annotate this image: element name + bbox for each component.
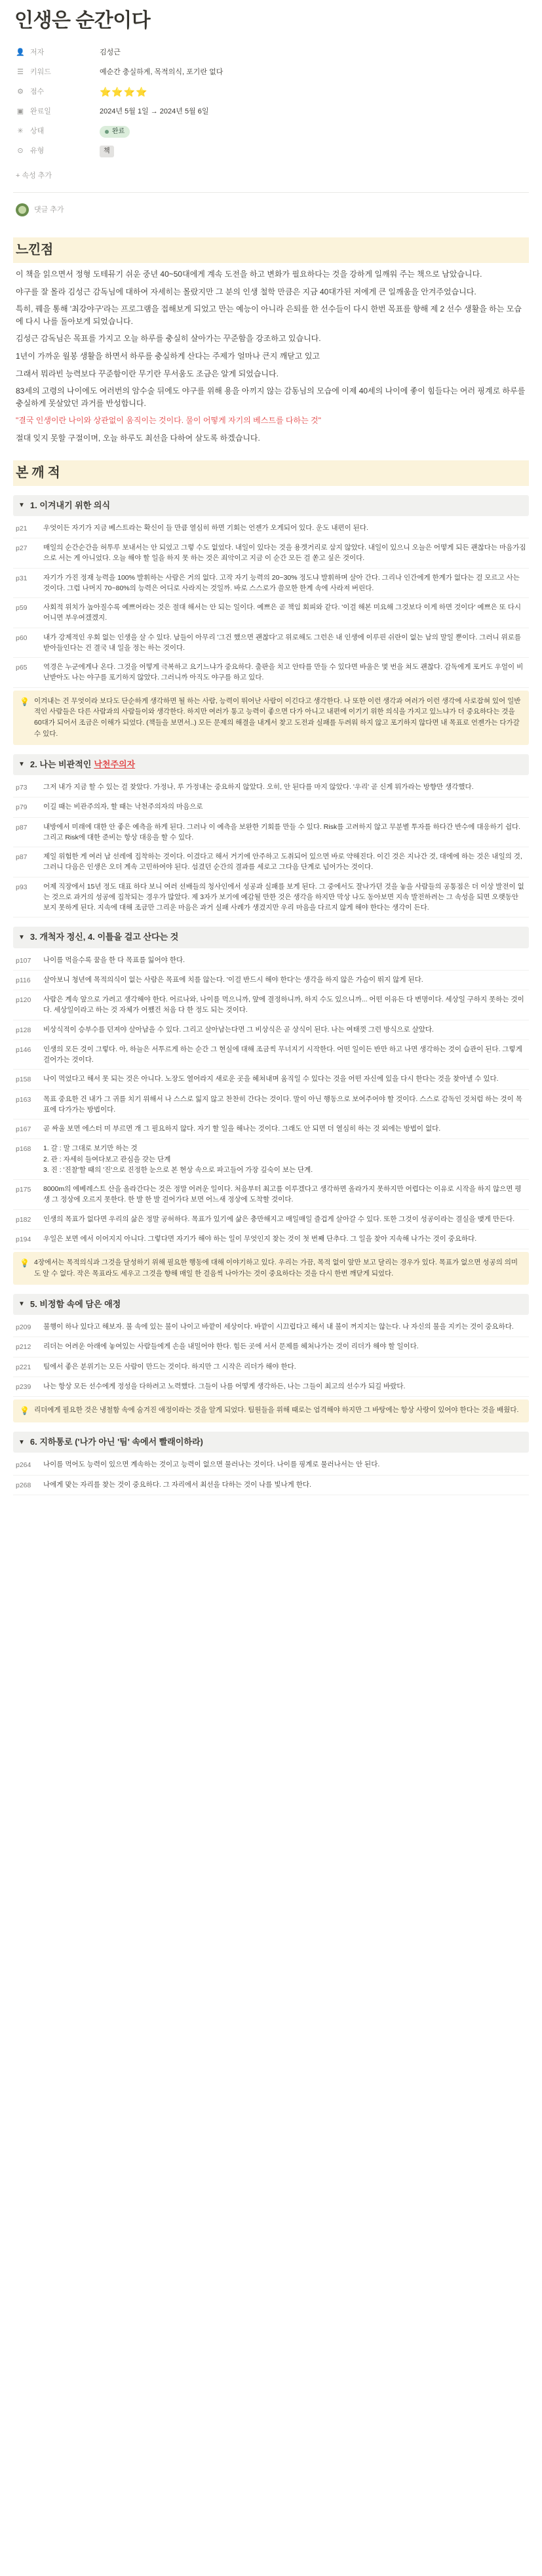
reflection-callout <box>13 1399 529 1422</box>
page-number: p209 <box>16 1323 31 1332</box>
quote-text: 내방에서 미래에 대한 안 좋은 예측을 하게 된다. 그러나 이 예측을 보완한 기회를 만들 수 있다. Risk를 고려하지 않고 무분별 투자를 하다간 반수에 대응하기 쉽다. 그리고 Risk에 대한 준비는 항상 대응을 할 수 있다. <box>43 822 521 841</box>
impressions-body <box>13 267 529 446</box>
status-badge: 완료 <box>100 126 130 138</box>
impression-paragraph: 1년이 가까운 월봉 생활을 하면서 하루를 충실하게 산다는 주제가 얼마나 큰지 깨닫고 있고 <box>16 352 320 361</box>
quote-text: 사람은 계속 앞으로 가려고 생각해야 한다. 어르나와, 나이를 먹으니까, 앞에 결정하니까, 하지 수도 있으니까... 어떤 이유든 다 변명이다. 세상일 구하지 못하는 것이다. 세상일이라고 하는 것 자체가 어쨌건 처음 다 한 정도 되는 것이다. <box>43 996 524 1015</box>
quote-row <box>13 847 529 877</box>
quote-text: 나이 먹었다고 해서 못 되는 것은 아니다. 노장도 열어라지 새로운 곳을 헤쳐내며 움직일 수 있다는 것을 어떤 자신에 있을 다시 한다는 것을 찾아낼 수 있다. <box>43 1075 499 1083</box>
property-value[interactable] <box>100 126 130 138</box>
property-value[interactable] <box>100 85 148 100</box>
impression-paragraph: 83세의 고령의 나이에도 여러번의 암수술 뒤에도 야구를 위해 용을 아끼지 않는 감동님의 모습에 이제 40세의 나이에 좋이 힘들다는 여러 핑계로 하루를 충실하게 못살았던 과거를 반성합니다. <box>16 386 526 408</box>
lightbulb-icon: 💡 <box>20 1406 29 1416</box>
quote-text: 역경은 누군에게나 온다. 그것을 어떻게 극복하고 요기느냐가 중요하다. 출판을 치고 안타를 만들 수 있다면 바울은 몇 번을 쳐도 괜찮다. 감독에게 포커도 우얼이 비난받아도 나는 야구를 포기하지 않았다. 그러니까 아직도 야구를 하고 있다. <box>43 663 524 682</box>
callout-text: 4장에서는 목적의식과 그것을 달성하기 위해 필요한 행동에 대해 이야기하고 있다. 우리는 가끔, 목적 없이 앞만 보고 달리는 경우가 있다. 목표가 없으면 성공의 의미도 알 수 없다. 작은 목표라도 세우고 그것을 향해 매일 한 걸음씩 나아가는 것이 중요하다는 것을 다시 한번 깨닫게 되었다. <box>34 1258 518 1278</box>
quote-text: 나이를 먹을수록 꿈을 한 다 목표를 잃어야 한다. <box>43 956 185 964</box>
property-row[interactable] <box>13 102 529 122</box>
quote-row <box>13 971 529 990</box>
quote-row <box>13 569 529 599</box>
quote-row <box>13 598 529 628</box>
quote-row <box>13 1040 529 1070</box>
quote-row <box>13 1318 529 1337</box>
property-row[interactable] <box>13 142 529 161</box>
chapter-toggle[interactable] <box>13 1294 529 1315</box>
quote-text: 목표 중요한 건 내가 그 귀를 치기 위해서 나 스스로 잃지 않고 찬찬히 간다는 것이다. 말이 아닌 행동으로 보여주어야 할 것이다. 스스로 감독인 것처럼 하는 것이 목표에 다가가는 방법이다. <box>43 1095 522 1114</box>
quote-row <box>13 1070 529 1089</box>
quote-row <box>13 818 529 848</box>
quote-row <box>13 1180 529 1210</box>
callout-text: 이겨내는 건 무엇이라 보다도 단순하게 생각하면 될 하는 사람, 능력이 뛰어난 사람이 이긴다고 생각한다. 나 또한 이런 생각과 여러가 이런 생각에 사로잡혀 있어 일반적인 사람들은 다른 사람과의 사람들이와 생각한다. 하지만 여러가 통고 능력이 좋으면 다가 아니고 내편에 이기기 위한 의식을 가지고 있느냐가 더 중요하다는 것을 60대가 되어서 조금은 이해가 되었다. (책들을 보면서..) 모든 문제의 해결을 내게서 찾고 도전과 실패를 두려워 하지 않고 포기하지 않다면 내 목표로 언젠가는 다가갈 수 있다. <box>34 696 521 738</box>
page-number: p175 <box>16 1186 31 1194</box>
impression-paragraph: 특히, 꿰을 통해 '최강야구'라는 프로그램을 접해보게 되었고 만는 예능이 아니라 은퇴를 한 선수들이 다시 한번 목표를 향해 제 2 선수 생활을 하는 모습에 다시 나를 돌아보게 되었습니다. <box>16 304 522 326</box>
impression-paragraph: 이 책을 읽으면서 정형 도테뮤기 쉬운 중년 40~50대에게 계속 도전을 하고 변화가 필요하다는 것을 강하게 일깨워 주는 책으로 남았습니다. <box>16 270 482 279</box>
property-key <box>13 67 100 78</box>
callout-text: 리더에게 필요한 것은 냉철함 속에 숨겨진 애정이라는 것을 알게 되었다. 팀원들을 위해 때로는 엄격해야 하지만 그 바탕에는 항상 사랑이 있어야 한다는 것을 배웠다. <box>34 1406 519 1415</box>
quote-text: 우엇이든 자기가 지금 베스트라는 확신이 들 만큼 열심히 하면 기회는 언젠가 오게되어 있다. 운도 내편이 된다. <box>43 523 368 532</box>
page-number: p268 <box>16 1481 31 1489</box>
lightbulb-icon: 💡 <box>20 696 29 706</box>
quote-row <box>13 877 529 918</box>
quote-text: 살아보니 청년에 목적의식이 없는 사람은 목표에 치를 않는다. '이걸 반드시 해야 한다'는 생각을 하지 않은 가슴이 뛰지 않게 된다. <box>43 975 423 984</box>
property-key <box>13 146 100 157</box>
quote-row <box>13 951 529 971</box>
impression-paragraph: 야구를 잘 몰라 김성근 감독님에 대하여 자세히는 몰랐지만 그 분의 인생 철학 만큼은 지금 40대가된 저에게 큰 일깨움을 안겨주었습니다. <box>16 287 476 296</box>
property-value[interactable]: 예순간 충실하게, 목적의식, 포기란 없다 <box>100 68 223 77</box>
toggle-arrow-icon[interactable]: ▼ <box>18 1300 25 1308</box>
page-number: p93 <box>16 883 28 891</box>
reflection-callout <box>13 691 529 745</box>
property-key-label: 점수 <box>30 88 45 96</box>
quotes-heading: 본 깨 적 <box>13 460 529 486</box>
page-number: p167 <box>16 1125 31 1134</box>
chapter-toggle[interactable] <box>13 495 529 516</box>
property-value[interactable] <box>100 146 114 157</box>
quote-text: 비상식적이 승부수를 던져야 살아남을 수 있다. 그리고 살아남는다면 그 비상식은 곧 상식이 된다. 나는 여태껏 그런 방식으로 살았다. <box>43 1025 434 1034</box>
page-number: p120 <box>16 996 31 1005</box>
property-key-label: 유형 <box>30 147 45 155</box>
property-key-label: 키워드 <box>30 68 51 77</box>
page-number: p146 <box>16 1045 31 1054</box>
quote-text: 리더는 어려운 아래에 놓여있는 사람들에게 손을 내밀어야 한다. 힘든 곳에 서서 문제를 헤쳐나가는 것이 리더가 해야 할 일이다. <box>43 1342 419 1351</box>
quote-row <box>13 1119 529 1139</box>
chapter-title: 6. 지하통로 ('나가 아닌 '팀' 속에서 빨래이하라) <box>29 1437 203 1447</box>
quote-row <box>13 1139 529 1180</box>
lightbulb-icon: 💡 <box>20 1258 29 1268</box>
property-row[interactable] <box>13 43 529 63</box>
page-number: p59 <box>16 604 28 613</box>
property-key-label: 상태 <box>30 127 45 136</box>
quote-text: 자기가 가진 정재 능력을 100% 발휘하는 사람은 거의 없다. 고작 자기 능력의 20~30% 정도냐 발휘하며 살아 간다. 그리나 인간에게 한계가 없다는 걸 모르고 사는 것이다. 그럼 나머지 70~80%의 능력은 어디로 사라지는 것일까. 바로 스스로가 쓸모한 한계 속에 사라져 버린다. <box>43 573 520 592</box>
quote-text: 우일은 보면 에서 이어지지 아니다. 그렇다면 자기가 해야 하는 일이 무엇인지 찾는 것이 첫 번째 단추다. 그 일을 찾아 지속해 나가는 것이 중요하다. <box>43 1235 477 1243</box>
page-number: p27 <box>16 544 28 552</box>
list-icon: ☰ <box>17 68 24 77</box>
quote-text: 어제 직장에서 15년 정도 대표 하다 보니 여러 선배들의 청사인에서 성공과 실패를 보게 된다. 그 중에서도 잘나가던 것을 놓을 사람들의 공통점은 더 이상 발전이 없는 것으로 과거의 성공에 집착되는 경우가 많았다. 제 3자가 보기에 예감될 만한 것은 생각을 하지만 막상 나도 동아보면 지속 발전하려는 그 속성을 되면 오랫동안 보지 못하게 된다. 지속에 대해 조금만 그리운 마음은 과거 실패 사례가 생겼지만 우리 마음을 다르지 않게 해야 한다는 생각이 든다. <box>43 882 524 912</box>
page-number: p31 <box>16 574 28 582</box>
quote-text: 그저 내가 지금 할 수 있는 걸 찾았다. 가정나, 루 가정내는 중요하지 않았다. 오히, 안 된다를 마지 않았다. '우리' 곧 신게 뭐가라는 방향만 생각했다. <box>43 782 474 791</box>
property-key <box>13 87 100 98</box>
property-key <box>13 106 100 117</box>
quote-row <box>13 1230 529 1249</box>
toggle-arrow-icon[interactable]: ▼ <box>18 1438 25 1446</box>
quote-text: 매일의 순간순간을 허투루 보내서는 안 되었고 그렇 수도 없었다. 내일이 있다는 것을 용겟거리로 삼지 않았다. 내일이 있으니 오늘은 어떻게 되든 괜찮다는 마음가짐으로 서는 게 아니었다. 오늘 해야 할 일을 하지 못 하는 것은 죄악이고 지금 이 순간 모든 걸 쏟고 싶은 것이다. <box>43 543 526 563</box>
quote-text: 불행이 하나 있다고 해보자. 불 속에 있는 불이 나이고 바깥이 세상이다. 바깥이 시끄럽다고 해서 내 불이 꺼지지는 않는다. 나 자신의 불을 지키는 것이 중요하다. <box>43 1323 514 1331</box>
quote-row <box>13 1377 529 1397</box>
quote-text: 1. 갈 : 말 그대로 보기만 하는 것 2. 관 : 자세히 들여다보고 관심을 갖는 단계 3. 진 : '진찰'할 때의 '진'으로 진정한 눈으로 본 현상 속으로 파고들어 가장 깊숙이 보는 단계. <box>43 1144 313 1174</box>
page-number: p212 <box>16 1343 31 1352</box>
gear-icon: ⚙ <box>17 88 24 96</box>
person-icon: 👤 <box>16 49 25 57</box>
properties-list <box>13 43 529 161</box>
page-number: p116 <box>16 976 31 984</box>
page-number: p21 <box>16 524 28 533</box>
quote-row <box>13 628 529 658</box>
chapter-toggle[interactable] <box>13 1432 529 1453</box>
quote-text: 나이를 먹어도 능력이 있으면 계속하는 것이고 능력이 없으면 물러나는 것이다. 나이를 핑계로 물러나서는 안 된다. <box>43 1460 380 1469</box>
property-key <box>13 47 100 58</box>
status-icon: ✳ <box>17 127 24 136</box>
quote-row <box>13 1358 529 1377</box>
property-value[interactable]: 김성근 <box>100 49 121 57</box>
impressions-heading: 느낀점 <box>13 237 529 263</box>
type-badge: 책 <box>100 146 114 157</box>
quote-text: 나는 항상 모든 선수에게 정성을 다하려고 노력했다. 그들이 나를 어떻게 생각하든, 나는 그들이 최고의 선수가 되길 바랐다. <box>43 1382 406 1390</box>
chapter-title: 5. 비정함 속에 담은 애정 <box>29 1298 121 1309</box>
page-number: p79 <box>16 803 28 812</box>
quote-row <box>13 1020 529 1040</box>
impression-paragraph: "결국 인생이란 나이와 상관없이 움직이는 것이다. 물이 어떻게 자기의 베스트를 다하는 것" <box>16 416 321 426</box>
impression-paragraph: 그래서 뭐라빈 능력보다 꾸준함이란 무기란 무서움도 조금은 알게 되었습니다. <box>16 369 279 378</box>
page-number: p264 <box>16 1461 31 1470</box>
toggle-arrow-icon[interactable]: ▼ <box>18 501 25 509</box>
quote-text: 나에게 맞는 자리를 찾는 것이 중요하다. 그 자리에서 최선을 다하는 것이 나를 빛나게 한다. <box>43 1480 311 1489</box>
chapter-toggle[interactable] <box>13 754 529 775</box>
quote-text: 인생의 모든 것이 그렇다. 아, 하늘은 서투르게 하는 순간 그 현실에 대해 조금씩 무너지기 시작한다. 어떤 일이든 반만 하고 나면 생각하는 것이 습관이 된다. 그렇게 걸어가는 것이다. <box>43 1045 522 1064</box>
impression-paragraph: 김성근 감독님은 목표를 가지고 오늘 하루를 충실히 살아가는 꾸준함을 강조하고 있습니다. <box>16 334 321 344</box>
quote-row <box>13 538 529 569</box>
property-key-label: 저자 <box>30 49 45 57</box>
property-key-label: 완료일 <box>30 108 51 116</box>
quote-text: 팀에서 좋은 분위기는 모든 사람이 만드는 것이다. 하지만 그 시작은 리더가 해야 한다. <box>43 1362 296 1371</box>
page-number: p221 <box>16 1363 31 1371</box>
quote-row <box>13 990 529 1020</box>
page-title: 인생은 순간이다 <box>14 10 151 31</box>
page-number: p65 <box>16 664 28 672</box>
page-number: p87 <box>16 823 28 832</box>
quotes-body <box>13 495 529 1495</box>
property-value[interactable]: 2024년 5월 1일 → 2024년 5월 6일 <box>100 108 209 116</box>
page-number: p73 <box>16 783 28 792</box>
quote-text: 제일 위험한 게 여러 남 선레에 집착하는 것이다. 이겼다고 해서 거기에 안주하고 도취되어 있으면 바로 약해진다. 이긴 것은 지나간 것, 대에에 하는 것은 내일의 것, 그러니 다음은 인생은 오더 계속 고민하여야 된다. 섬겼던 순간의 결과를 세로고 그다음 단계로 넘어가는 것이다. <box>43 853 522 872</box>
page-number: p60 <box>16 634 28 642</box>
chapter-title: 1. 이겨내기 위한 의식 <box>29 500 111 510</box>
page-number: p163 <box>16 1095 31 1104</box>
toggle-arrow-icon[interactable]: ▼ <box>18 933 25 941</box>
quote-row <box>13 1455 529 1475</box>
property-key <box>13 126 100 137</box>
quote-row <box>13 797 529 817</box>
page-number: p107 <box>16 956 31 965</box>
reflection-callout <box>13 1252 529 1285</box>
quote-text: 내가 강제적인 우회 없는 인생을 살 수 있다. 남들이 아무리 '그건 했으면 괜찮다'고 위로해도 그런은 내 인생에 이루핀 쉬란이 없는 남의 말일 뿐이다. 그러니 위로를 받아들인다는 건 결국 내 일을 정는 하는 것이다. <box>43 633 522 652</box>
page-number: p168 <box>16 1145 31 1154</box>
property-row[interactable] <box>13 122 529 142</box>
chapter-title: 2. 나는 비관적인 <box>29 759 92 769</box>
property-row[interactable] <box>13 83 529 102</box>
toggle-arrow-icon[interactable]: ▼ <box>18 761 25 769</box>
calendar-icon: ▣ <box>16 108 24 116</box>
page-number: p158 <box>16 1076 31 1084</box>
page-number: p128 <box>16 1026 31 1034</box>
chapter-title: 3. 개척자 정신, 4. 이틀을 걸고 산다는 것 <box>29 932 179 942</box>
property-row[interactable] <box>13 63 529 83</box>
quote-row <box>13 1476 529 1495</box>
quote-row <box>13 519 529 538</box>
avatar <box>16 203 29 216</box>
divider <box>13 192 529 193</box>
page-number: p182 <box>16 1215 31 1224</box>
add-property-button[interactable]: + 속성 추가 <box>16 172 52 180</box>
chapter-toggle[interactable] <box>13 927 529 948</box>
quote-text: 8000m의 에베레스트 산을 올라간다는 것은 정말 어려운 일이다. 처음부터 최고를 이루겠다고 생각하면 올라가지 못하지만 어렵다는 이유로 시작을 하지 않으면 평생 그 정상에 오르지 못한다. 한 발 한 발 걸어가다 보면 어느새 정상에 도착할 것이다. <box>43 1185 522 1204</box>
tag-icon: ⊙ <box>17 147 24 155</box>
quote-row <box>13 1210 529 1230</box>
quote-row <box>13 1337 529 1357</box>
quote-text: 곧 싸울 보면 에스터 미 부르면 개 그 필요하지 않다. 자기 할 일을 해나는 것이다. 그래도 안 되면 더 열심히 하는 것 외에는 방법이 없다. <box>43 1125 441 1133</box>
page-number: p239 <box>16 1382 31 1391</box>
quote-text: 이길 때는 비관주의자, 할 때는 낙천주의자의 마음으로 <box>43 803 203 811</box>
impression-paragraph: 절대 잊지 못할 구절이며, 오늘 하루도 최선을 다하여 살도록 하겠습니다. <box>16 433 260 443</box>
quote-row <box>13 778 529 797</box>
page-number: p194 <box>16 1236 31 1244</box>
quote-text: 인생의 목표가 없다면 우리의 삶은 정말 공허하다. 목표가 있기에 삶은 충만해지고 매일매일 즐겁게 살아갈 수 있다. 또한 그것이 성공이라는 결실을 맺게 만든다. <box>43 1215 515 1223</box>
comment-placeholder: 댓글 추가 <box>34 205 64 214</box>
comment-box[interactable] <box>13 202 529 223</box>
chapter-subtitle: 낙천주의자 <box>94 759 136 769</box>
rating-stars: ⭐⭐⭐⭐ <box>100 87 148 98</box>
page-number: p87 <box>16 853 28 862</box>
quote-row <box>13 1090 529 1120</box>
quote-row <box>13 658 529 688</box>
quote-text: 사회적 위치가 높아질수록 예쁘어라는 것은 절대 해서는 안 되는 일이다. 예쁘은 곧 책임 회피와 같다. '이걸 해본 미요해 그것보다 이게 하면 것이다' 예쁘은 또 다시 어니면 부우여겠겠지. <box>43 603 522 622</box>
